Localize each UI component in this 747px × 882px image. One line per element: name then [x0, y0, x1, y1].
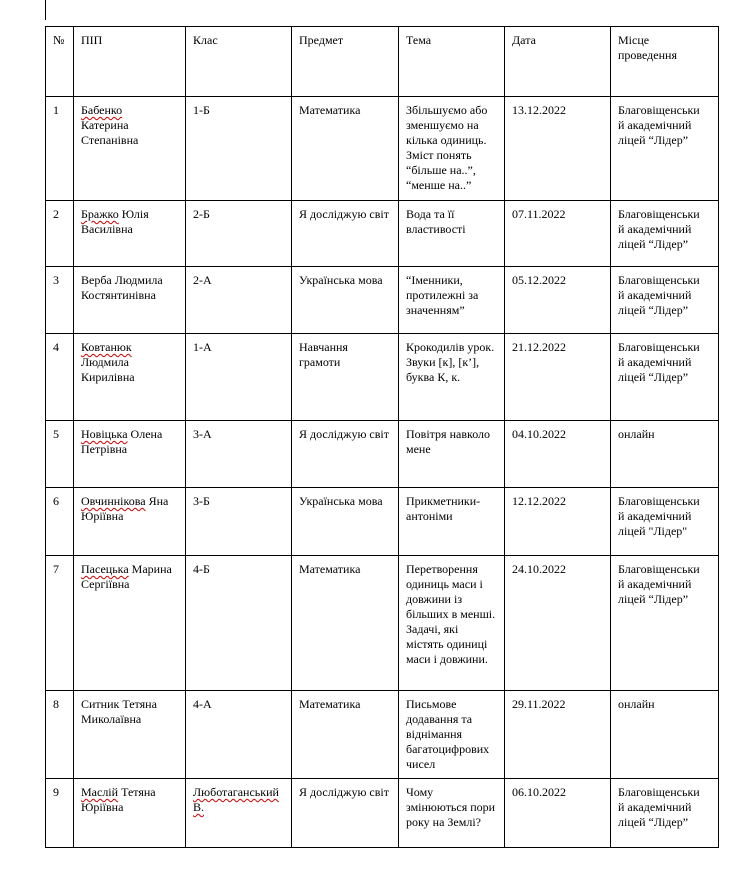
- row-number: 5: [46, 421, 74, 488]
- row-full-name: [74, 201, 186, 267]
- row-class: 4-А: [186, 691, 292, 779]
- row-place: Благовіщенськи й академічний ліцей “Лідер”: [611, 334, 719, 421]
- row-number: 1: [46, 97, 74, 201]
- row-subject: Навчання грамоти: [292, 334, 399, 421]
- row-place: Благовіщенськи й академічний ліцей “Лідер”: [611, 779, 719, 848]
- row-full-name: [74, 267, 186, 334]
- row-full-name: [74, 334, 186, 421]
- row-class: 1-Б: [186, 97, 292, 201]
- table-row: [46, 691, 719, 779]
- header-date: Дата: [505, 27, 611, 97]
- row-date: 06.10.2022: [505, 779, 611, 848]
- row-place: Благовіщенськи й академічний ліцей "Лідер": [611, 488, 719, 556]
- row-topic: “Іменники, протилежні за значенням”: [399, 267, 505, 334]
- row-class: 2-А: [186, 267, 292, 334]
- table-row: [46, 488, 719, 556]
- row-place: Благовіщенськи й академічний ліцей “Лідер”: [611, 201, 719, 267]
- header-subject: Предмет: [292, 27, 399, 97]
- row-name-rest: Верба Людмила Костянтинівна: [81, 273, 163, 302]
- row-name-rest: Олена Петрівна: [81, 427, 163, 456]
- row-date: 24.10.2022: [505, 556, 611, 691]
- row-number: 4: [46, 334, 74, 421]
- row-number: 9: [46, 779, 74, 848]
- row-topic: Крокодилів урок. Звуки [к], [к’], буква К, к.: [399, 334, 505, 421]
- row-class: 3-А: [186, 421, 292, 488]
- row-subject: Українська мова: [292, 488, 399, 556]
- header-number: №: [46, 27, 74, 97]
- row-name-rest: Яна Юріївна: [81, 494, 169, 523]
- row-name-rest: Людмила Кирилівна: [81, 355, 135, 384]
- row-full-name: [74, 556, 186, 691]
- row-number: 3: [46, 267, 74, 334]
- row-full-name: [74, 97, 186, 201]
- row-class: 2-Б: [186, 201, 292, 267]
- row-date: 04.10.2022: [505, 421, 611, 488]
- row-date: 07.11.2022: [505, 201, 611, 267]
- row-subject: Математика: [292, 556, 399, 691]
- header-topic: Тема: [399, 27, 505, 97]
- row-subject: Математика: [292, 97, 399, 201]
- table-row: [46, 556, 719, 691]
- row-topic: Збільшуємо або зменшуємо на кілька одиниць. Зміст понять “більше на..”, “менше на..”: [399, 97, 505, 201]
- row-topic: Чому змінюються пори року на Землі?: [399, 779, 505, 848]
- row-name-rest: Тетяна Юріївна: [81, 785, 156, 814]
- table-row: [46, 97, 719, 201]
- row-topic: Письмове додавання та віднімання багатоцифрових чисел: [399, 691, 505, 779]
- table-row: [46, 201, 719, 267]
- page-margin-line: [45, 0, 46, 20]
- row-name-rest: Юлія Василівна: [81, 207, 149, 236]
- row-full-name: [74, 421, 186, 488]
- row-place: онлайн: [611, 421, 719, 488]
- row-subject: Я досліджую світ: [292, 779, 399, 848]
- row-date: 21.12.2022: [505, 334, 611, 421]
- row-place: онлайн: [611, 691, 719, 779]
- row-number: 6: [46, 488, 74, 556]
- row-number: 2: [46, 201, 74, 267]
- row-place: Благовіщенськи й академічний ліцей “Лідер”: [611, 97, 719, 201]
- row-name-spellchecked: Бражко: [81, 207, 119, 221]
- header-class: Клас: [186, 27, 292, 97]
- observation-schedule-table: [45, 26, 719, 848]
- table-row: [46, 779, 719, 848]
- row-subject: Математика: [292, 691, 399, 779]
- row-subject: Українська мова: [292, 267, 399, 334]
- table-header-row: [46, 27, 719, 97]
- row-name-rest: Марина Сергіївна: [81, 562, 172, 591]
- row-name-spellchecked: Овчиннікова: [81, 494, 146, 508]
- row-topic: Перетворення одиниць маси і довжини із більших в менші. Задачі, які містять одиниці маси і довжини.: [399, 556, 505, 691]
- row-name-spellchecked: Новіцька: [81, 427, 128, 441]
- header-full-name: ПІП: [74, 27, 186, 97]
- row-class-spellchecked: Люботаганський В.: [193, 785, 279, 814]
- header-place: Місце проведення: [611, 27, 719, 97]
- row-class: 1-А: [186, 334, 292, 421]
- row-topic: Вода та її властивості: [399, 201, 505, 267]
- row-date: 13.12.2022: [505, 97, 611, 201]
- row-date: 05.12.2022: [505, 267, 611, 334]
- row-number: 8: [46, 691, 74, 779]
- row-place: Благовіщенськи й академічний ліцей “Лідер”: [611, 556, 719, 691]
- row-name-spellchecked: Маслій: [81, 785, 119, 799]
- row-name-spellchecked: Бабенко: [81, 103, 123, 117]
- row-date: 29.11.2022: [505, 691, 611, 779]
- table-row: [46, 421, 719, 488]
- row-full-name: [74, 488, 186, 556]
- row-date: 12.12.2022: [505, 488, 611, 556]
- row-full-name: [74, 691, 186, 779]
- row-name-rest: Катерина Степанівна: [81, 118, 139, 147]
- row-subject: Я досліджую світ: [292, 421, 399, 488]
- row-subject: Я досліджую світ: [292, 201, 399, 267]
- row-name-spellchecked: Пасецька: [81, 562, 129, 576]
- row-full-name: [74, 779, 186, 848]
- table-row: [46, 334, 719, 421]
- table-row: [46, 267, 719, 334]
- row-place: Благовіщенськи й академічний ліцей “Лідер”: [611, 267, 719, 334]
- row-number: 7: [46, 556, 74, 691]
- row-class: 3-Б: [186, 488, 292, 556]
- row-topic: Прикметники-антоніми: [399, 488, 505, 556]
- row-class: [186, 779, 292, 848]
- row-name-spellchecked: Ковтанюк: [81, 340, 132, 354]
- row-name-rest: Ситник Тетяна Миколаївна: [81, 697, 157, 726]
- row-topic: Повітря навколо мене: [399, 421, 505, 488]
- row-class: 4-Б: [186, 556, 292, 691]
